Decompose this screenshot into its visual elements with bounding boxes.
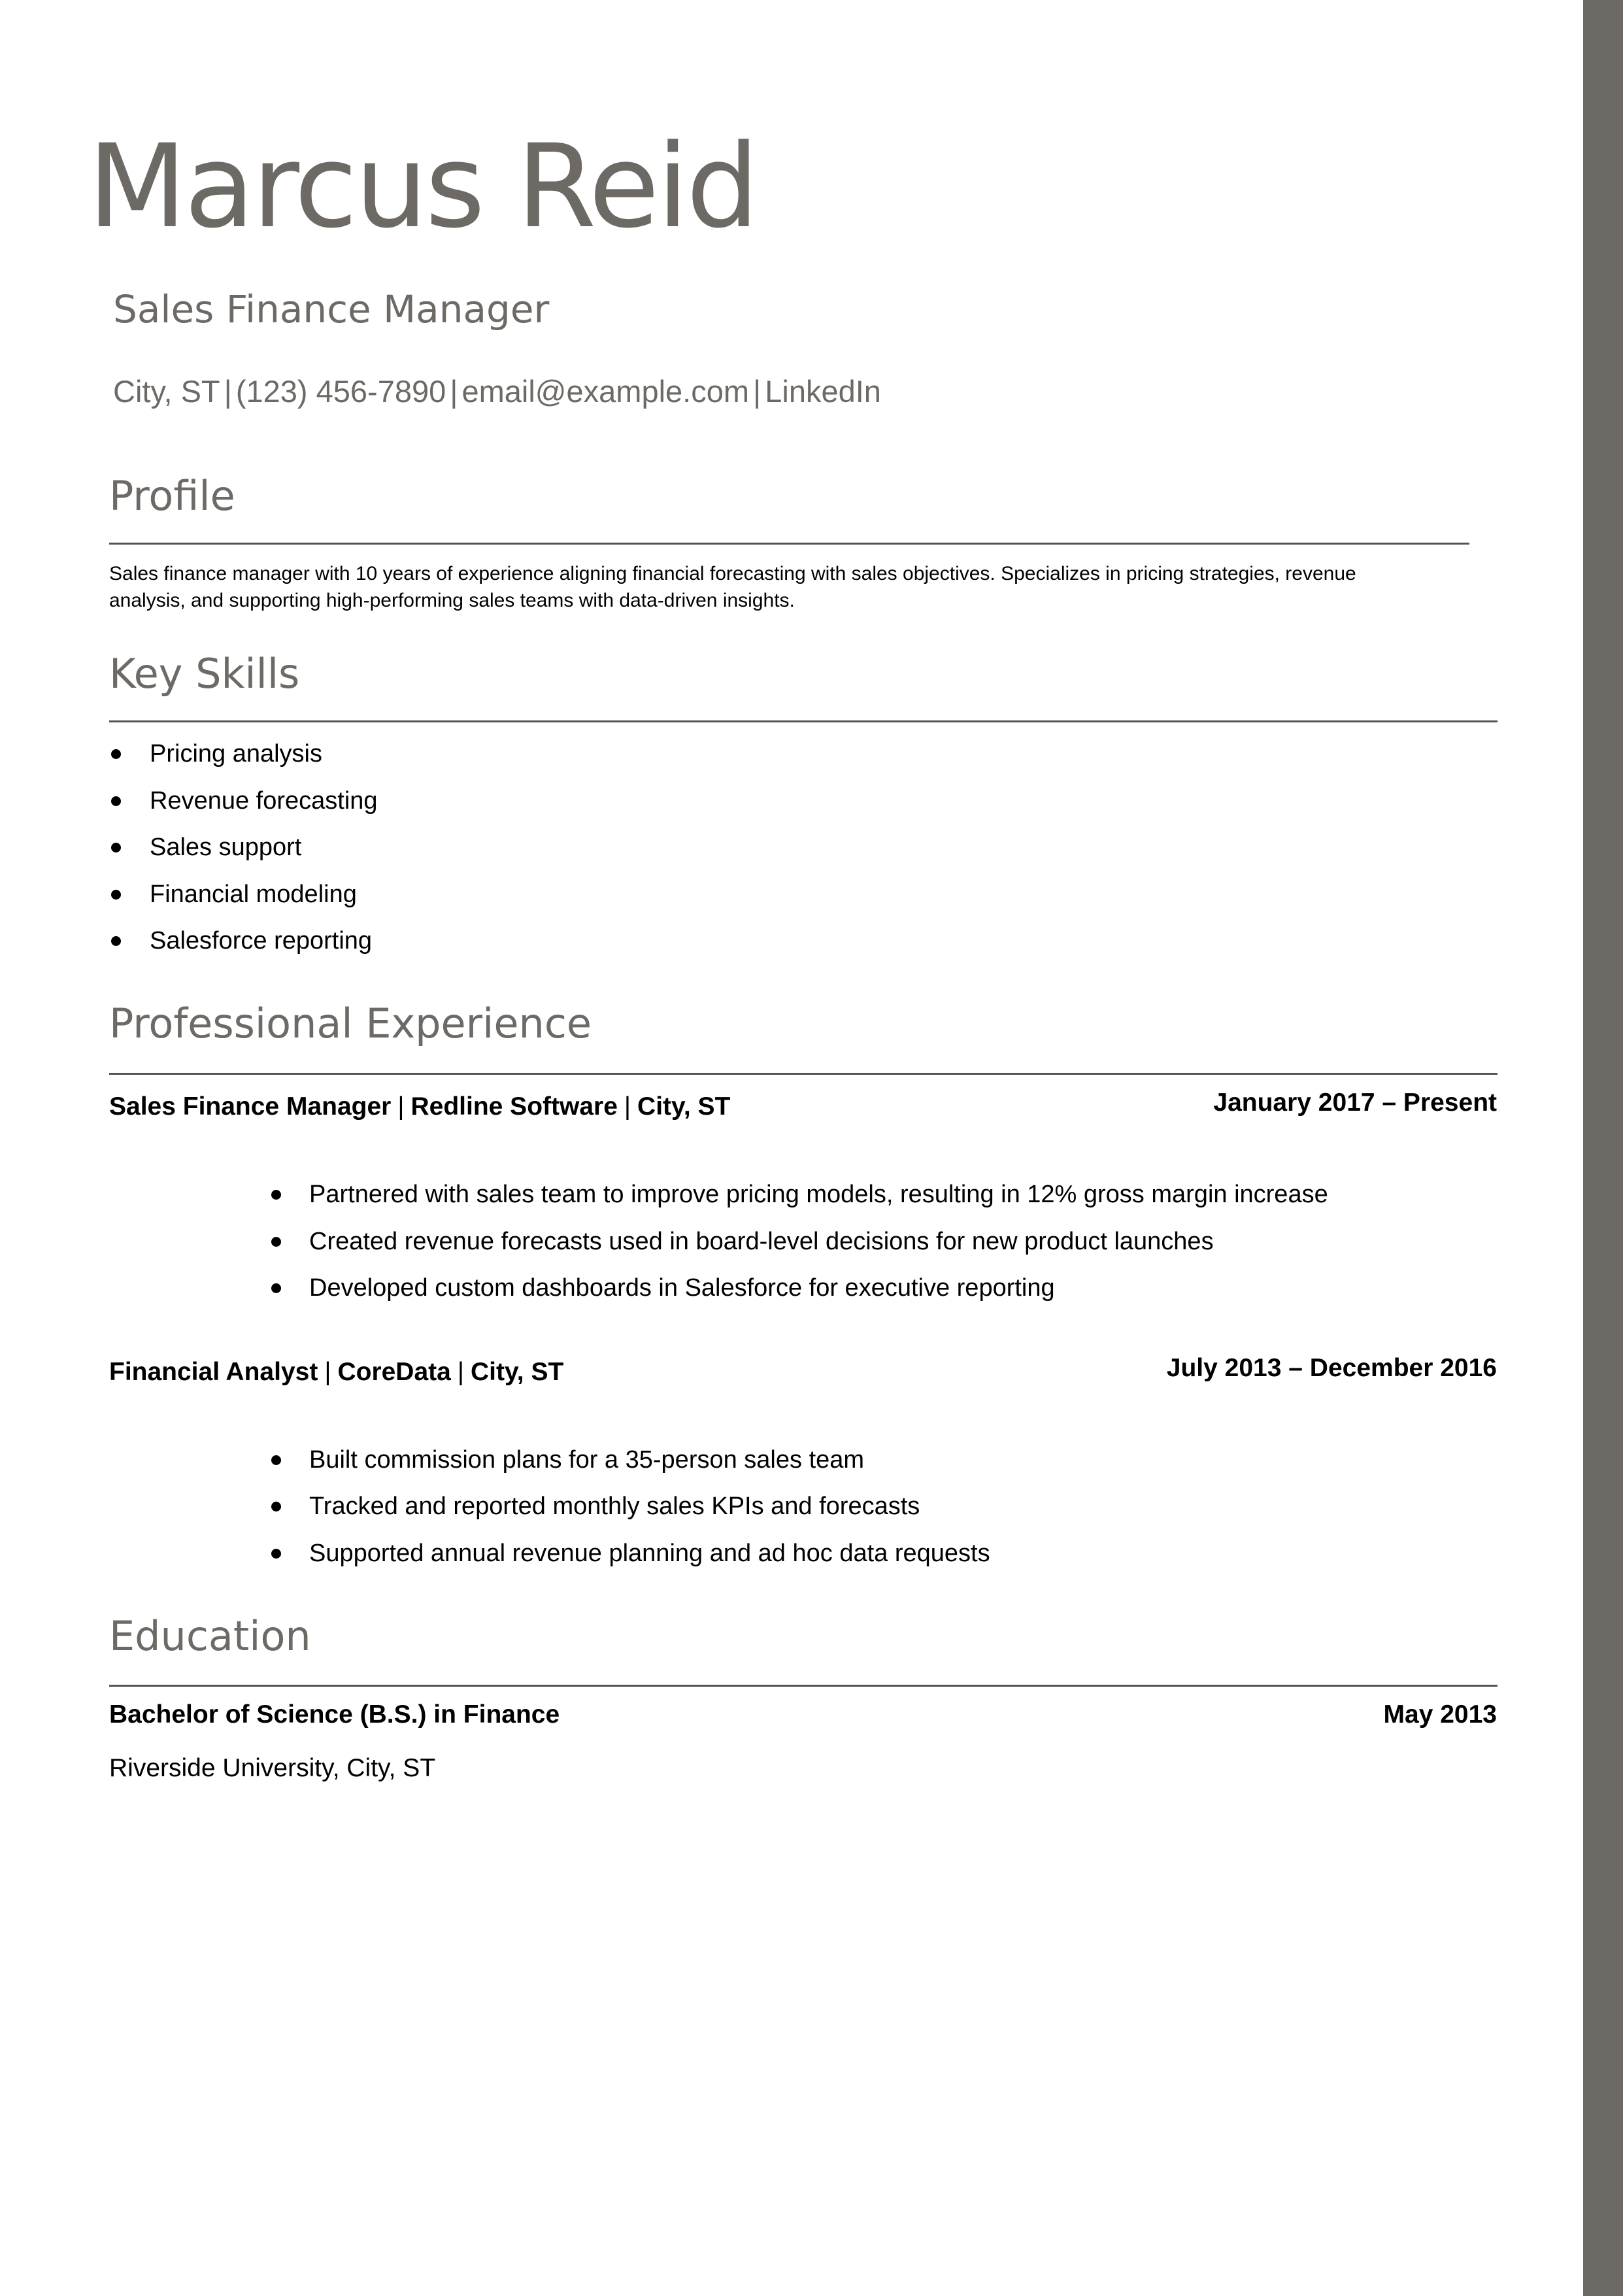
job-bullet-text: Supported annual revenue planning and ad hoc data requests (309, 1540, 990, 1567)
job-bullet (268, 1541, 1445, 1568)
skill-label: Salesforce reporting (150, 927, 373, 954)
contact-email[interactable]: email@example.com (461, 374, 750, 409)
contact-phone: (123) 456-7890 (235, 374, 446, 409)
bullet-icon (111, 843, 121, 853)
job-company: Redline Software (410, 1092, 618, 1121)
job-bullet-text: Built commission plans for a 35-person sales team (309, 1446, 865, 1474)
job-bullet-text: Created revenue forecasts used in board-level decisions for new product launches (309, 1228, 1214, 1255)
job-bullet (268, 1447, 1445, 1475)
skill-item (109, 882, 632, 909)
job-location: City, ST (470, 1358, 564, 1386)
job-bullet (268, 1182, 1445, 1209)
skills-rule (109, 720, 1498, 722)
bullet-icon (271, 1502, 281, 1511)
job-bullet-text: Developed custom dashboards in Salesforce for executive reporting (309, 1274, 1055, 1302)
job-bullet (268, 1275, 1445, 1303)
job-header (109, 1359, 563, 1385)
bullet-icon (111, 796, 121, 806)
job-dates: July 2013 – December 2016 (1166, 1354, 1497, 1382)
profile-rule (109, 543, 1469, 545)
education-school: Riverside University, City, ST (109, 1754, 436, 1782)
job-company: CoreData (337, 1358, 451, 1386)
candidate-name: Marcus Reid (88, 120, 757, 254)
contact-separator: | (450, 374, 458, 409)
skill-label: Financial modeling (150, 881, 357, 908)
job-header (109, 1094, 730, 1119)
job-bullet-text: Partnered with sales team to improve pricing models, resulting in 12% gross margin increase (309, 1181, 1328, 1208)
skill-label: Pricing analysis (150, 740, 322, 768)
skill-label: Revenue forecasting (150, 787, 378, 815)
profile-text: Sales finance manager with 10 years of experience aligning financial forecasting with sales objectives. Specializes in pricing strategies, revenue analysis, and supporting high-performing sales teams with data-driven insights. (109, 563, 1356, 611)
job-separator: | (397, 1092, 405, 1121)
job-location: City, ST (637, 1092, 731, 1121)
job-separator: | (324, 1358, 331, 1386)
skill-label: Sales support (150, 834, 302, 861)
skill-item (109, 741, 632, 769)
contact-line (113, 376, 881, 407)
profile-heading: Profile (109, 472, 235, 520)
contact-separator: | (224, 374, 232, 409)
bullet-icon (271, 1283, 281, 1293)
job-role: Sales Finance Manager (109, 1092, 392, 1121)
education-date: May 2013 (1383, 1700, 1497, 1729)
candidate-title: Sales Finance Manager (113, 287, 550, 331)
contact-separator: | (753, 374, 761, 409)
bullet-icon (271, 1237, 281, 1247)
bullet-icon (271, 1190, 281, 1200)
bullet-icon (111, 936, 121, 946)
education-degree: Bachelor of Science (B.S.) in Finance (109, 1700, 560, 1729)
experience-rule (109, 1073, 1498, 1075)
education-heading: Education (109, 1612, 311, 1660)
contact-linkedin[interactable]: LinkedIn (765, 374, 881, 409)
job-bullet-text: Tracked and reported monthly sales KPIs and forecasts (309, 1493, 920, 1520)
bullet-icon (111, 749, 121, 759)
job-dates: January 2017 – Present (1213, 1089, 1497, 1117)
job-separator: | (624, 1092, 631, 1121)
skill-item (109, 788, 632, 816)
skill-item (109, 835, 632, 862)
skills-heading: Key Skills (109, 650, 300, 698)
contact-location: City, ST (113, 374, 220, 409)
bullet-icon (271, 1549, 281, 1559)
job-bullet (268, 1229, 1445, 1257)
side-accent-bar (1583, 0, 1623, 2296)
bullet-icon (111, 890, 121, 900)
experience-heading: Professional Experience (109, 1000, 592, 1047)
job-bullet (268, 1494, 1445, 1521)
job-role: Financial Analyst (109, 1358, 318, 1386)
education-rule (109, 1685, 1498, 1687)
skill-item (109, 928, 632, 956)
job-separator: | (457, 1358, 464, 1386)
bullet-icon (271, 1455, 281, 1465)
